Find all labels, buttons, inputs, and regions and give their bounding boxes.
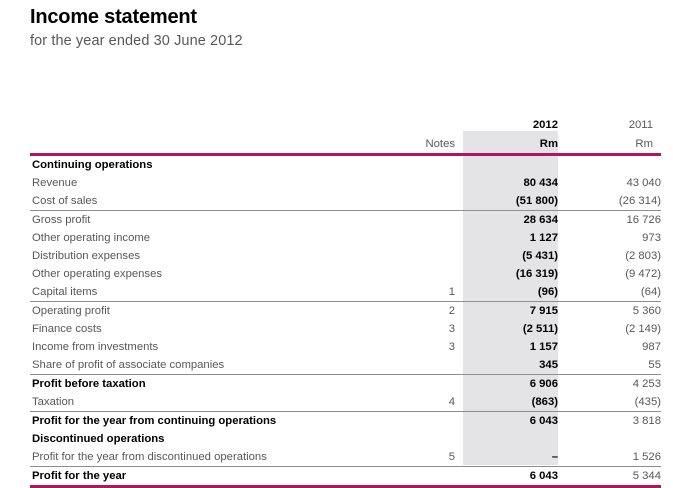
row-note-reference	[420, 467, 463, 486]
spacer-cell	[420, 99, 463, 115]
row-value-2011: (2 149)	[625, 323, 661, 335]
spacer-cell	[30, 99, 420, 115]
row-value-2011: 5 360	[566, 302, 661, 321]
table-row	[30, 356, 661, 375]
row-value-2012: 6 906	[463, 375, 566, 394]
row-value-2012: (51 800)	[515, 195, 558, 207]
row-value-2012: 7 915	[463, 302, 566, 321]
column-header-2011-year: 2011	[628, 119, 653, 131]
table-row	[30, 174, 661, 192]
spacer-cell	[566, 99, 661, 115]
row-value-2012: (5 431)	[522, 250, 558, 262]
income-statement-table	[30, 99, 661, 488]
table-row	[30, 247, 661, 265]
row-value-2012	[463, 430, 566, 448]
row-value-2012: (16 319)	[515, 268, 558, 280]
row-label: Share of profit of associate companies	[32, 359, 225, 371]
row-note-reference	[420, 375, 463, 394]
row-label: Profit for the year from discontinued operations	[32, 451, 267, 463]
column-header-2012-unit: Rm	[539, 138, 558, 150]
table-row	[30, 192, 661, 211]
row-label: Finance costs	[32, 323, 102, 335]
header-notes-blank-cell	[420, 115, 463, 134]
row-value-2012: (2 511)	[522, 323, 558, 335]
row-value-2011: 55	[648, 359, 661, 371]
row-value-2011: 16 726	[566, 211, 661, 230]
row-note-reference	[420, 265, 463, 283]
row-label: Distribution expenses	[32, 250, 141, 262]
row-label: Other operating income	[32, 232, 151, 244]
row-label: Other operating expenses	[32, 268, 162, 280]
row-value-2012: 80 434	[523, 177, 558, 189]
row-note-reference: 3	[448, 341, 455, 353]
header-blank-cell	[30, 134, 420, 153]
row-note-reference	[420, 192, 463, 211]
row-value-2012: –	[551, 451, 558, 463]
row-note-reference: 1	[448, 286, 455, 298]
row-value-2011: 5 344	[566, 467, 661, 486]
header-spacer-row	[30, 99, 661, 115]
row-value-2012	[463, 156, 566, 174]
row-note-reference	[420, 430, 463, 448]
row-note-reference	[420, 211, 463, 230]
row-label: Revenue	[32, 177, 78, 189]
table-row	[30, 302, 661, 321]
row-value-2011: (64)	[640, 286, 661, 298]
table-row	[30, 448, 661, 467]
row-value-2012: (96)	[537, 286, 558, 298]
row-label: Profit for the year from continuing operations	[30, 412, 420, 431]
page-subtitle: for the year ended 30 June 2012	[30, 33, 243, 49]
row-label: Profit for the year	[30, 467, 420, 486]
row-label: Income from investments	[32, 341, 159, 353]
row-value-2011	[566, 156, 661, 174]
column-header-year-row	[30, 115, 661, 134]
row-note-reference: 5	[448, 451, 455, 463]
row-value-2011: (26 314)	[618, 195, 661, 207]
row-value-2011: 973	[642, 232, 661, 244]
row-label: Discontinued operations	[32, 433, 165, 445]
page-title: Income statement	[30, 6, 197, 28]
row-note-reference	[420, 174, 463, 192]
row-value-2012: 6 043	[463, 467, 566, 486]
row-note-reference	[420, 247, 463, 265]
row-value-2011: 3 818	[566, 412, 661, 431]
row-value-2012: 345	[539, 359, 558, 371]
table-row	[30, 412, 661, 431]
row-value-2011: (2 803)	[625, 250, 661, 262]
row-note-reference: 3	[448, 323, 455, 335]
row-label: Operating profit	[30, 302, 420, 321]
row-note-reference: 2	[420, 302, 463, 321]
row-value-2011: 43 040	[626, 177, 661, 189]
row-note-reference	[420, 156, 463, 174]
row-label: Capital items	[32, 286, 98, 298]
header-blank-cell	[30, 115, 420, 134]
row-value-2012: 6 043	[463, 412, 566, 431]
row-value-2011	[566, 430, 661, 448]
table-row	[30, 375, 661, 394]
row-label: Gross profit	[30, 211, 420, 230]
column-header-2012-year: 2012	[532, 119, 558, 131]
table-row	[30, 229, 661, 247]
row-note-reference	[420, 229, 463, 247]
row-value-2011: (9 472)	[625, 268, 661, 280]
row-note-reference	[420, 356, 463, 375]
row-label: Profit before taxation	[30, 375, 420, 394]
row-label: Cost of sales	[32, 195, 98, 207]
row-value-2011: 4 253	[566, 375, 661, 394]
spacer-cell	[463, 99, 566, 115]
table-row	[30, 338, 661, 356]
table-row	[30, 283, 661, 302]
row-value-2012: 1 127	[529, 232, 558, 244]
row-value-2011: 1 526	[632, 451, 661, 463]
column-header-2011-unit: Rm	[635, 138, 653, 150]
column-header-unit-row	[30, 134, 661, 153]
row-label: Continuing operations	[32, 159, 153, 171]
row-value-2011: 987	[642, 341, 661, 353]
row-label: Taxation	[32, 396, 75, 408]
column-header-notes: Notes	[425, 138, 455, 150]
row-value-2011: (435)	[634, 396, 661, 408]
table-row	[30, 265, 661, 283]
row-value-2012: (863)	[531, 396, 558, 408]
row-note-reference: 4	[448, 396, 455, 408]
row-value-2012: 1 157	[529, 341, 558, 353]
table-row	[30, 156, 661, 174]
table-row	[30, 393, 661, 412]
table-row	[30, 211, 661, 230]
table-row	[30, 467, 661, 486]
table-row	[30, 430, 661, 448]
row-note-reference	[420, 412, 463, 431]
document-header	[30, 4, 650, 52]
table-row	[30, 320, 661, 338]
row-value-2012: 28 634	[463, 211, 566, 230]
